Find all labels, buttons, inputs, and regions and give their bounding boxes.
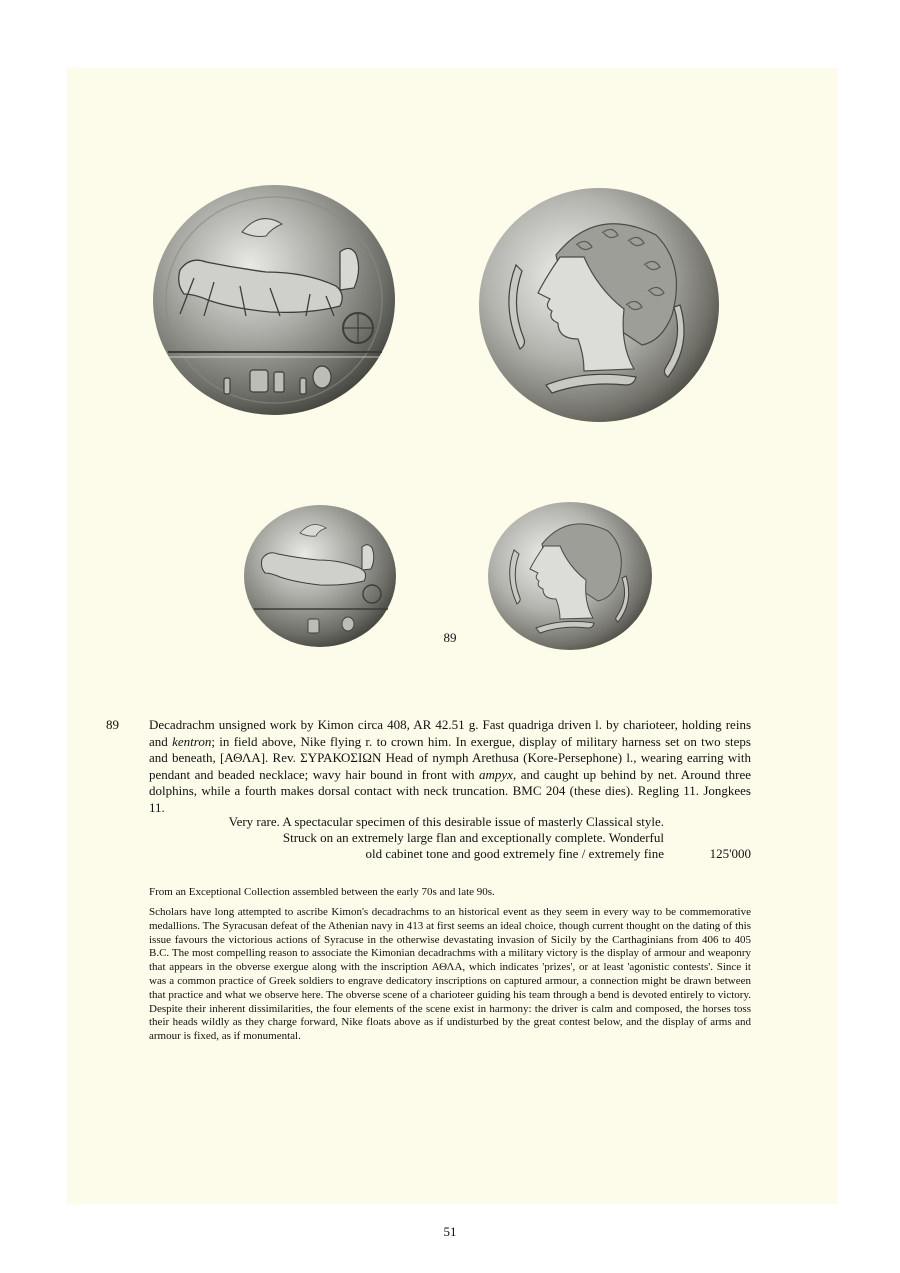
- lot-price: 125'000: [709, 846, 751, 861]
- commentary: Scholars have long attempted to ascribe Kimon's decadrachms to an historical event as they seem in every way to be commemorative medallions. The Syracusan defeat of the Athenian navy in 413 at first seems an ideal choice, though current thought on the dating of this issue favours the victorious actions of Syracuse in the otherwise devastating invasion of Sicily by the Carthaginians from 406 to 405 B.C. The most compelling reason to associate the Kimonian decadrachms with a military victory is the display of armour and weaponry that appears in the obverse exergue along with the inscription ΑΘΛΑ, which indicates 'prizes', or at least 'agonistic contests'. Since it was a common practice of Greek soldiers to engrave dedicatory inscriptions on captured armour, a connection might be drawn between that practice and what we observe here. The obverse scene of a charioteer guiding his team through a bend is devoted entirely to victory. Despite their inherent dissimilarities, the four elements of the scene exist in harmony: the driver is calm and composed, the horses toss their heads wildly as they charge forward, Nike floats above as if undisturbed by the great contest below, and the display of arms and armour is fixed, as if monumental.: [149, 906, 751, 1043]
- lot-number: 89: [106, 717, 119, 732]
- condition-line-3: old cabinet tone and good extremely fine / extremely fine: [365, 846, 664, 861]
- lot-description: Decadrachm unsigned work by Kimon circa 408, AR 42.51 g. Fast quadriga driven l. by charioteer, holding reins and kentron; in field above, Nike flying r. to crown him. In exergue, display of military harness set on two steps and beneath, [ΑΘΛΑ]. Rev. ΣΥΡΑΚΟΣΙΩΝ Head of nymph Arethusa (Kore-Persephone) l., wearing earring with pendant and beaded necklace; wavy hair bound in front with ampyx, and caught up behind by net. Around three dolphins, while a fourth makes dorsal contact with neck truncation. BMC 204 (these dies). Regling 11. Jongkees 11.: [149, 717, 751, 815]
- condition-line-2: Struck on an extremely large flan and exceptionally complete. Wonderful: [282, 830, 664, 845]
- plate-number: 89: [443, 630, 457, 645]
- coin-reverse-large: [476, 185, 722, 425]
- condition-line-1: Very rare. A spectacular specimen of this desirable issue of masterly Classical style.: [228, 814, 664, 829]
- italic-kentron: kentron: [172, 733, 212, 749]
- italic-ampyx: ampyx: [479, 766, 513, 782]
- coin-obverse-small: [242, 503, 398, 649]
- page-number: 51: [443, 1224, 457, 1239]
- coin-obverse-large: [150, 182, 398, 418]
- provenance: From an Exceptional Collection assembled between the early 70s and late 90s.: [149, 886, 495, 898]
